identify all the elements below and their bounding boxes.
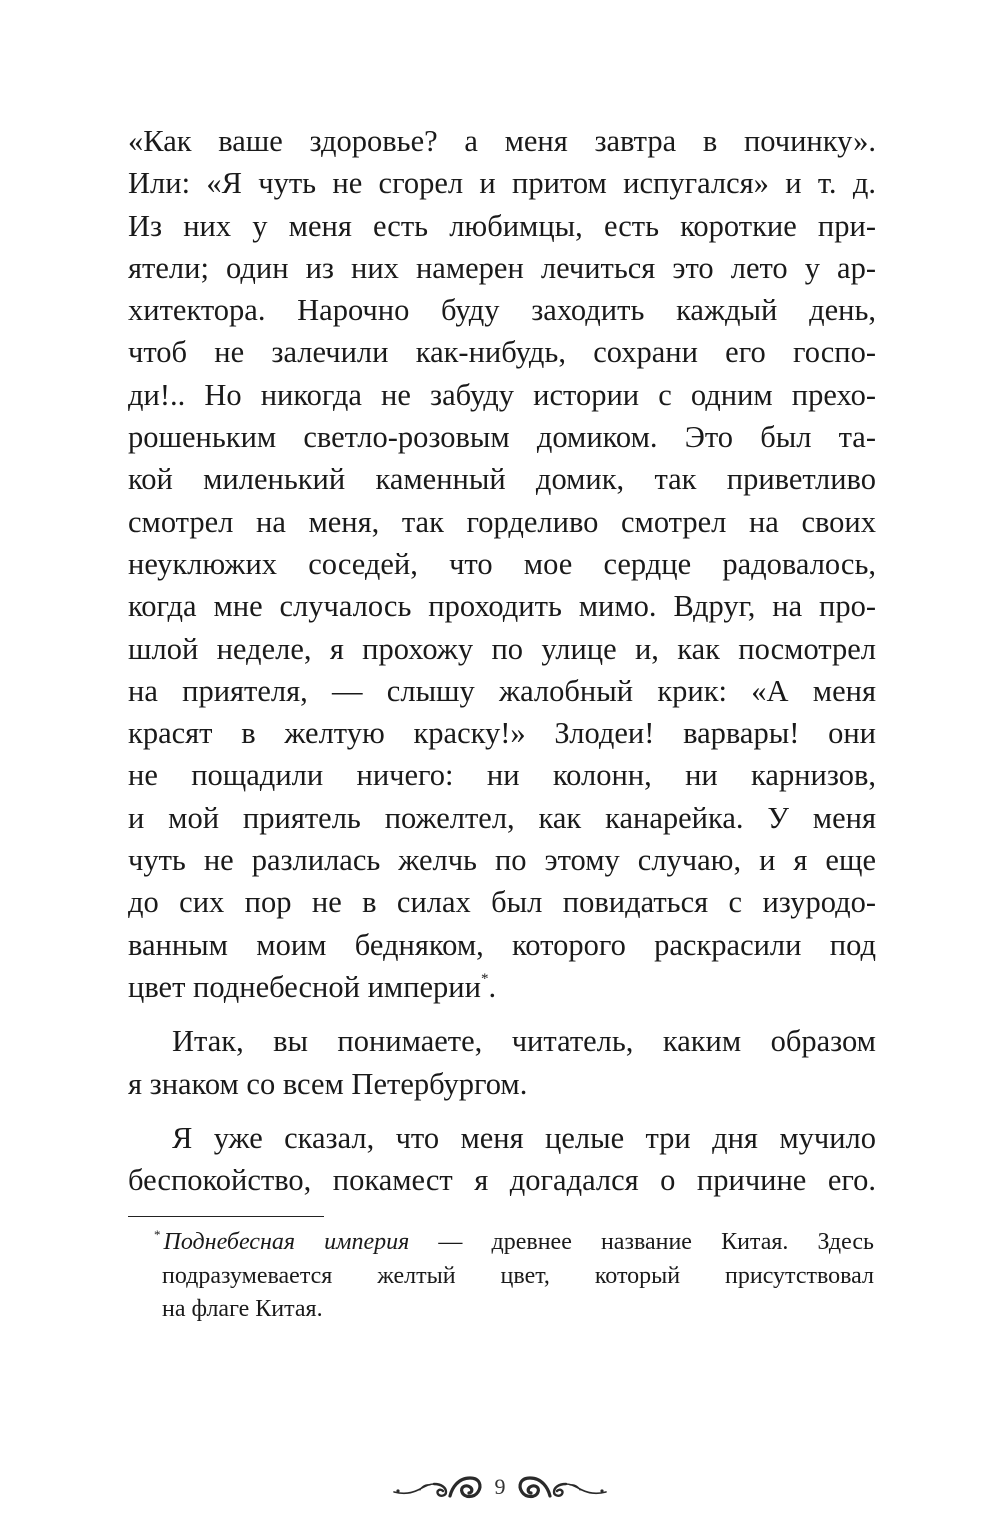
- text-line: Или: «Я чуть не сгорел и притом испугался» и т. д.: [128, 166, 876, 201]
- footnote-text: — древнее название Китая. Здесь: [409, 1229, 874, 1255]
- paragraph-1: [128, 120, 876, 1008]
- text-line-last: [128, 966, 876, 1008]
- right-ornament-icon: [514, 1472, 610, 1502]
- text-fragment: цвет поднебесной империи: [128, 969, 481, 1004]
- text-line: чтоб не залечили как-нибудь, сохрани его госпо-: [128, 335, 876, 370]
- text-line: рошеньким светло-розовым домиком. Это был та-: [128, 420, 876, 455]
- footnote: [154, 1226, 874, 1327]
- text-line: до сих пор не в силах был повидаться с изуродо-: [128, 885, 876, 920]
- text-line: Из них у меня есть любимцы, есть короткие при-: [128, 208, 876, 243]
- text-line: шлой неделе, я прохожу по улице и, как посмотрел: [128, 631, 876, 666]
- text-line: беспокойство, покамест я догадался о причине его.: [128, 1163, 876, 1198]
- footnote-line: [154, 1226, 874, 1260]
- text-line: хитектора. Нарочно буду заходить каждый день,: [128, 293, 876, 328]
- paragraph-3: [128, 1117, 876, 1202]
- page-number: 9: [494, 1474, 506, 1499]
- text-line: на приятеля, — слышу жалобный крик: «А меня: [128, 673, 876, 708]
- text-line: Я уже сказал, что меня целые три дня мучило: [172, 1120, 876, 1155]
- footnote-reference[interactable]: *: [480, 970, 489, 987]
- text-line: смотрел на меня, так горделиво смотрел на своих: [128, 504, 876, 539]
- footnote-line: подразумевается желтый цвет, который присутствовал: [162, 1262, 874, 1289]
- text-line: я знаком со всем Петербургом.: [128, 1066, 528, 1101]
- text-line: когда мне случалось проходить мимо. Вдруг, на про-: [128, 589, 876, 624]
- text-line: Итак, вы понимаете, читатель, каким образом: [172, 1024, 876, 1059]
- text-line: ятели; один из них намерен лечиться это лето у ар-: [128, 250, 876, 285]
- text-line: не пощадили ничего: ни колонн, ни карнизов,: [128, 758, 876, 793]
- footnote-term: Поднебесная империя: [163, 1229, 410, 1255]
- text-line: красят в желтую краску!» Злодеи! варвары! они: [128, 716, 876, 751]
- main-text: [128, 120, 876, 1201]
- text-line: ванным моим бедняком, которого раскрасили под: [128, 927, 876, 962]
- text-line: чуть не разлилась желчь по этому случаю, и я еще: [128, 843, 876, 878]
- text-line: ди!.. Но никогда не забуду истории с одним прехо-: [128, 377, 876, 412]
- folio: [390, 1472, 610, 1518]
- text-fragment: .: [488, 969, 497, 1004]
- text-line: «Как ваше здоровье? а меня завтра в починку».: [128, 124, 876, 158]
- paragraph-2: [128, 1020, 876, 1105]
- left-ornament-icon: [390, 1472, 486, 1502]
- footnote-divider: [128, 1216, 324, 1217]
- footnote-line: на флаге Китая.: [162, 1296, 323, 1322]
- text-line: неуклюжих соседей, что мое сердце радовалось,: [128, 546, 876, 581]
- footnote-marker: *: [154, 1227, 161, 1242]
- text-line: и мой приятель пожелтел, как канарейка. У меня: [128, 800, 876, 835]
- text-line: кой миленький каменный домик, так приветливо: [128, 462, 876, 497]
